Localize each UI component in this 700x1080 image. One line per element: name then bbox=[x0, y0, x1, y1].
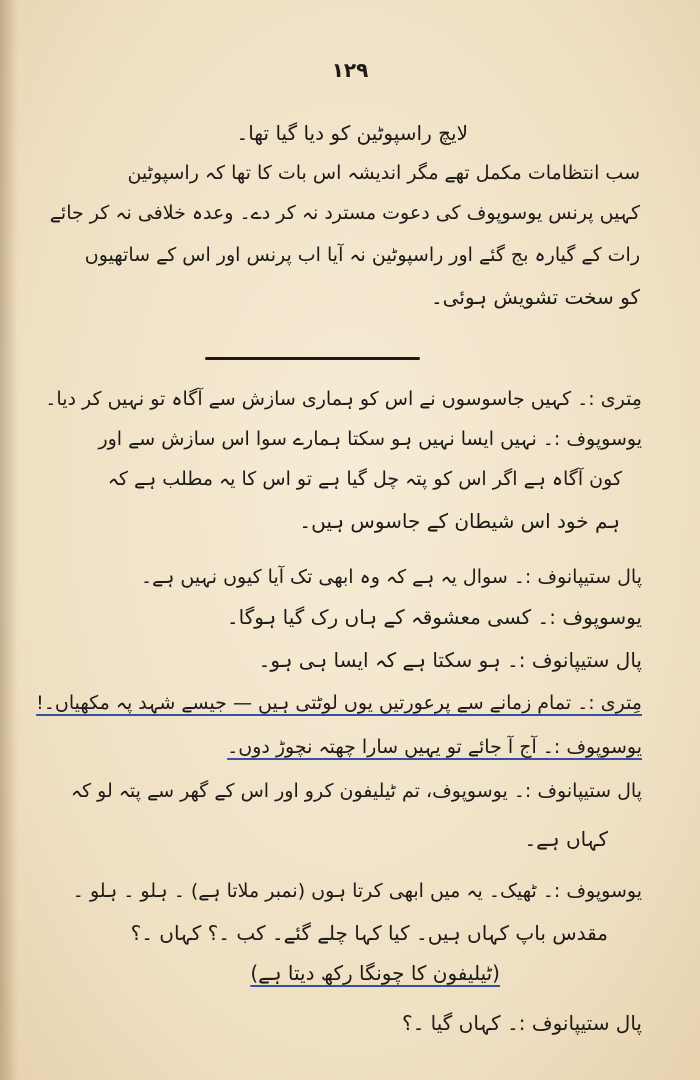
dialogue-line: یوسوپوف :۔ نہیں ایسا نہیں ہو سکتا ہمارے سوا اس سازش سے اور bbox=[98, 428, 642, 450]
dialogue-line: پال ستیپانوف :۔ ہو سکتا ہے کہ ایسا ہی ہو۔ bbox=[258, 648, 642, 672]
dialogue-line: مقدس باپ کہاں ہیں۔ کیا کہا چلے گئے۔ کب ۔؟ کہاں ۔؟ bbox=[130, 921, 608, 945]
dialogue-line: مِتری :۔ تمام زمانے سے پرعورتیں یوں لوٹتی ہیں — جیسے شہد پہ مکھیاں۔! bbox=[36, 692, 642, 714]
text-line: کہیں پرنس یوسوپوف کی دعوت مسترد نہ کر دے۔ وعدہ خلافی نہ کر جائے bbox=[49, 202, 640, 224]
text-line: لایچ راسپوٹین کو دیا گیا تھا۔ bbox=[236, 121, 468, 145]
dialogue-line: ہم خود اس شیطان کے جاسوس ہیں۔ bbox=[299, 509, 620, 533]
text-line: کو سخت تشویش ہوئی۔ bbox=[430, 285, 640, 309]
dialogue-line: پال ستیپانوف :۔ یوسوپوف، تم ٹیلیفون کرو اور اس کے گھر سے پتہ لو کہ bbox=[70, 780, 642, 802]
dialogue-line: کون آگاہ ہے اگر اس کو پتہ چل گیا ہے تو اس کا یہ مطلب ہے کہ bbox=[107, 468, 622, 490]
dialogue-line: پال ستیپانوف :۔ سوال یہ ہے کہ وہ ابھی تک آیا کیوں نہیں ہے۔ bbox=[140, 566, 642, 588]
dialogue-line: یوسوپوف :۔ ٹھیک۔ یہ میں ابھی کرتا ہوں (نمبر ملاتا ہے) ۔ ہلو ۔ ہلو ۔ bbox=[72, 880, 642, 902]
text-line: رات کے گیارہ بج گئے اور راسپوٹین نہ آیا اب پرنس اور اس کے ساتھیوں bbox=[84, 244, 640, 266]
page-number: ۱۲۹ bbox=[331, 58, 369, 82]
dialogue-line: مِتری :۔ کہیں جاسوسوں نے اس کو ہماری سازش سے آگاہ تو نہیں کر دیا۔ bbox=[45, 388, 642, 410]
section-divider bbox=[205, 357, 420, 360]
stage-direction: (ٹیلیفون کا چونگا رکھ دیتا ہے) bbox=[250, 961, 500, 985]
page-edge-shadow bbox=[0, 0, 18, 1080]
text-line: سب انتظامات مکمل تھے مگر اندیشہ اس بات کا تھا کہ راسپوٹین bbox=[127, 162, 640, 184]
dialogue-line: یوسوپوف :۔ کسی معشوقہ کے ہاں رک گیا ہوگا۔ bbox=[226, 605, 642, 629]
dialogue-line: پال ستیپانوف :۔ کہاں گیا ۔؟ bbox=[401, 1011, 642, 1035]
dialogue-line: کہاں ہے۔ bbox=[524, 827, 608, 851]
dialogue-line: یوسوپوف :۔ آج آ جائے تو یہیں سارا چھتہ نچوڑ دوں۔ bbox=[227, 736, 642, 758]
